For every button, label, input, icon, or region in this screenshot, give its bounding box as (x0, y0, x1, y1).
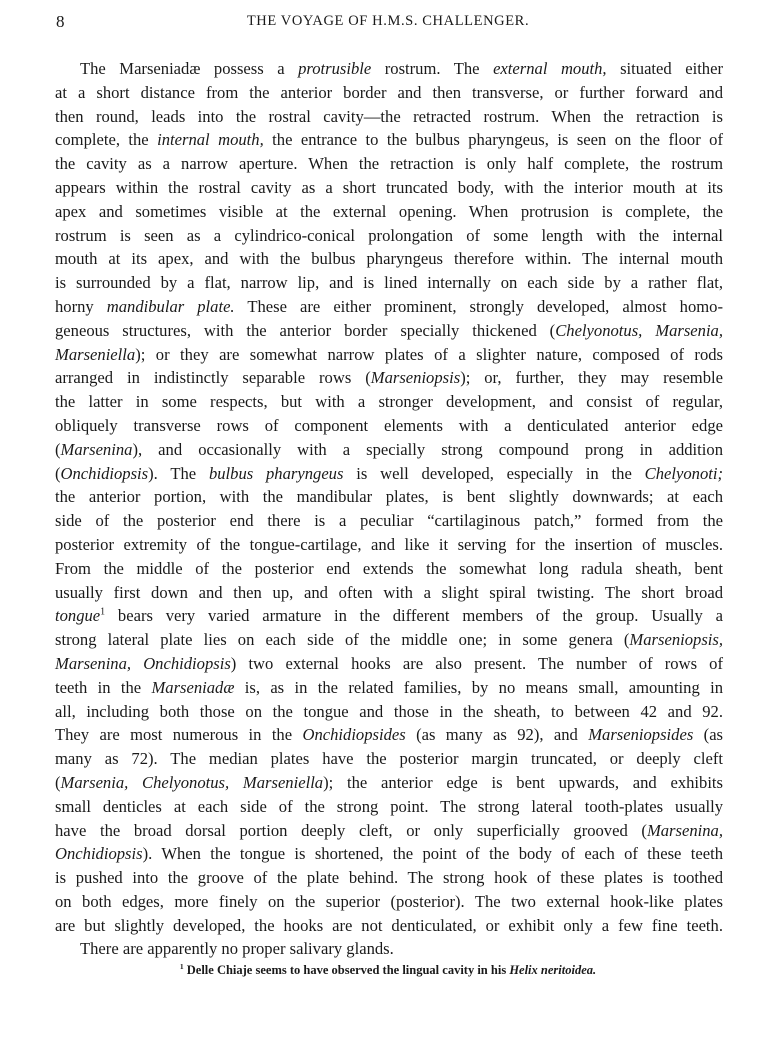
italic-text: Marseniopsides (588, 725, 694, 745)
text-run: rostrum is seen as a cylindrico-conical prolongation of some length with the internal (55, 225, 723, 245)
text-line (55, 557, 723, 581)
footnote-italic: Helix neritoidea. (509, 963, 597, 977)
text-line (55, 604, 723, 628)
italic-text: protrusible (298, 59, 372, 78)
text-line (55, 914, 723, 938)
text-run: ) two external hooks are also present. The number of rows of (230, 653, 724, 673)
footnote-ref: 1 (100, 606, 106, 618)
text-run: is pushed into the groove of the plate behind. The strong hook of these plates is toothed (55, 868, 723, 888)
text-line (55, 271, 723, 295)
text-line (55, 628, 723, 652)
text-line (55, 105, 723, 129)
text-run: The Marseniadæ possess a (80, 59, 299, 78)
text-run: mouth at its apex, and with the bulbus pharyngeus therefore within. The internal mouth (55, 249, 723, 269)
text-run: complete, the (55, 130, 158, 150)
text-run: appears within the rostral cavity as a short truncated body, with the interior mouth at its (55, 177, 723, 197)
text-run: then round, leads into the rostral cavity—the retracted rostrum. When the retraction is (55, 106, 723, 126)
italic-text: Marsenina, (646, 820, 723, 840)
text-run: ); or, further, they may resemble (460, 368, 723, 388)
italic-text: Marsenina (60, 439, 133, 459)
text-run: bears very varied armature in the different members of the group. Usually a (105, 606, 723, 626)
text-run: (as (693, 725, 724, 745)
italic-text: external mouth, (493, 59, 607, 78)
text-run: the anterior portion, with the mandibular plates, is bent slightly downwards; at each (55, 487, 723, 507)
text-run: ). When the tongue is shortened, the point of the body of each of these teeth (142, 844, 723, 864)
text-line (55, 771, 723, 795)
text-line (55, 390, 723, 414)
text-run: arranged in indistinctly separable rows ( (55, 368, 371, 388)
text-run: obliquely transverse rows of component elements with a denticulated anterior edge (55, 415, 723, 435)
text-run: is surrounded by a flat, narrow lip, and is lined internally on each side by a rather flat, (55, 273, 723, 293)
text-run: From the middle of the posterior end extends the somewhat long radula sheath, bent (55, 558, 723, 578)
text-run: rostrum. The (371, 59, 494, 78)
text-run: situated either (606, 59, 723, 78)
text-run: the cavity as a narrow aperture. When the retraction is only half complete, the rostrum (55, 154, 723, 174)
text-line (55, 700, 723, 724)
italic-text: Marsenia, Chelyonotus, Marseniella (60, 772, 324, 792)
text-run: ( (55, 439, 61, 459)
text-run: many as 72). The median plates have the posterior margin truncated, or deeply cleft (55, 749, 723, 769)
text-line (55, 509, 723, 533)
text-run: the entrance to the bulbus pharyngeus, is seen on the floor of (263, 130, 723, 150)
text-line (55, 676, 723, 700)
text-line (55, 57, 723, 81)
text-line (55, 366, 723, 390)
footnote-text: Delle Chiaje seems to have observed the lingual cavity in his (183, 963, 510, 977)
text-run: are but slightly developed, the hooks are not denticulated, or exhibit only a few fine teeth. (55, 915, 723, 935)
text-line (55, 176, 723, 200)
text-run: horny (55, 296, 107, 316)
text-run: is, as in the related families, by no means small, amounting in (234, 677, 723, 697)
text-line (55, 652, 723, 676)
text-run: all, including both those on the tongue and those in the sheath, to between 42 and 92. (55, 701, 723, 721)
text-run: ( (55, 772, 61, 792)
italic-text: internal mouth, (157, 130, 264, 150)
italic-text: tongue (55, 606, 101, 626)
italic-text: bulbus pharyngeus (208, 463, 344, 483)
text-line (55, 723, 723, 747)
text-line (55, 795, 723, 819)
italic-text: Marseniopsis, (629, 630, 723, 650)
text-line (55, 414, 723, 438)
text-line (55, 819, 723, 843)
text-run: have the broad dorsal portion deeply cleft, or only superficially grooved ( (55, 820, 647, 840)
text-run: teeth in the (55, 677, 152, 697)
text-line (55, 152, 723, 176)
text-line (55, 224, 723, 248)
italic-text: Marseniadæ (151, 677, 235, 697)
text-line (55, 842, 723, 866)
body-text (55, 57, 723, 961)
text-run: geneous structures, with the anterior border specially thickened ( (55, 320, 556, 340)
text-line (55, 866, 723, 890)
text-run: side of the posterior end there is a peculiar “cartilaginous patch,” formed from the (55, 511, 723, 531)
italic-text: Marseniopsis (370, 368, 461, 388)
text-line (55, 533, 723, 557)
text-line (55, 247, 723, 271)
text-line (55, 128, 723, 152)
text-line (55, 200, 723, 224)
text-line (55, 81, 723, 105)
text-run: ), and occasionally with a specially strong compound prong in addition (132, 439, 723, 459)
footnote (0, 963, 776, 978)
text-run: They are most numerous in the (55, 725, 303, 745)
italic-text: Chelyonotus, Marsenia, (555, 320, 723, 340)
italic-text: Marsenina, Onchidiopsis (55, 653, 231, 673)
text-line (55, 343, 723, 367)
text-run: There are apparently no proper salivary glands. (80, 939, 394, 959)
text-run: ); the anterior edge is bent upwards, and exhibits (323, 772, 723, 792)
text-run: on both edges, more finely on the superior (posterior). The two external hook-like plates (55, 891, 723, 911)
text-run: (as many as 92), and (405, 725, 589, 745)
text-run: the latter in some respects, but with a stronger development, and consist of regular, (55, 392, 723, 412)
text-run: These are either prominent, strongly developed, almost homo- (234, 296, 723, 316)
text-run: ); or they are somewhat narrow plates of a slighter nature, composed of rods (135, 344, 723, 364)
italic-text: mandibular plate. (106, 296, 235, 316)
text-line (55, 485, 723, 509)
text-line (55, 747, 723, 771)
text-run: posterior extremity of the tongue-cartilage, and like it serving for the insertion of muscles. (55, 534, 723, 554)
footnote-marker: 1 (179, 961, 184, 971)
text-run: is well developed, especially in the (343, 463, 645, 483)
text-line (55, 295, 723, 319)
text-line (55, 319, 723, 343)
text-run: strong lateral plate lies on each side of the middle one; in some genera ( (55, 630, 630, 650)
text-line (55, 581, 723, 605)
text-line (55, 438, 723, 462)
italic-text: Onchidiopsis (55, 844, 143, 864)
page-number: 8 (56, 12, 65, 31)
italic-text: Marseniella (55, 344, 136, 364)
italic-text: Onchidiopsides (302, 725, 406, 745)
text-run: usually first down and then up, and often with a slight spiral twisting. The short broad (55, 582, 723, 602)
text-run: small denticles at each side of the strong point. The strong lateral tooth-plates usually (55, 796, 723, 816)
italic-text: Onchidiopsis (60, 463, 149, 483)
text-run: at a short distance from the anterior border and then transverse, or further forward and (55, 82, 723, 102)
italic-text: Chelyonoti; (644, 463, 723, 483)
text-line (55, 890, 723, 914)
running-title: THE VOYAGE OF H.M.S. CHALLENGER. (246, 13, 530, 29)
text-run: ( (55, 463, 61, 483)
text-run: apex and sometimes visible at the external opening. When protrusion is complete, the (55, 201, 723, 221)
text-run: ). The (148, 463, 209, 483)
text-line (55, 937, 723, 961)
text-line (55, 462, 723, 486)
